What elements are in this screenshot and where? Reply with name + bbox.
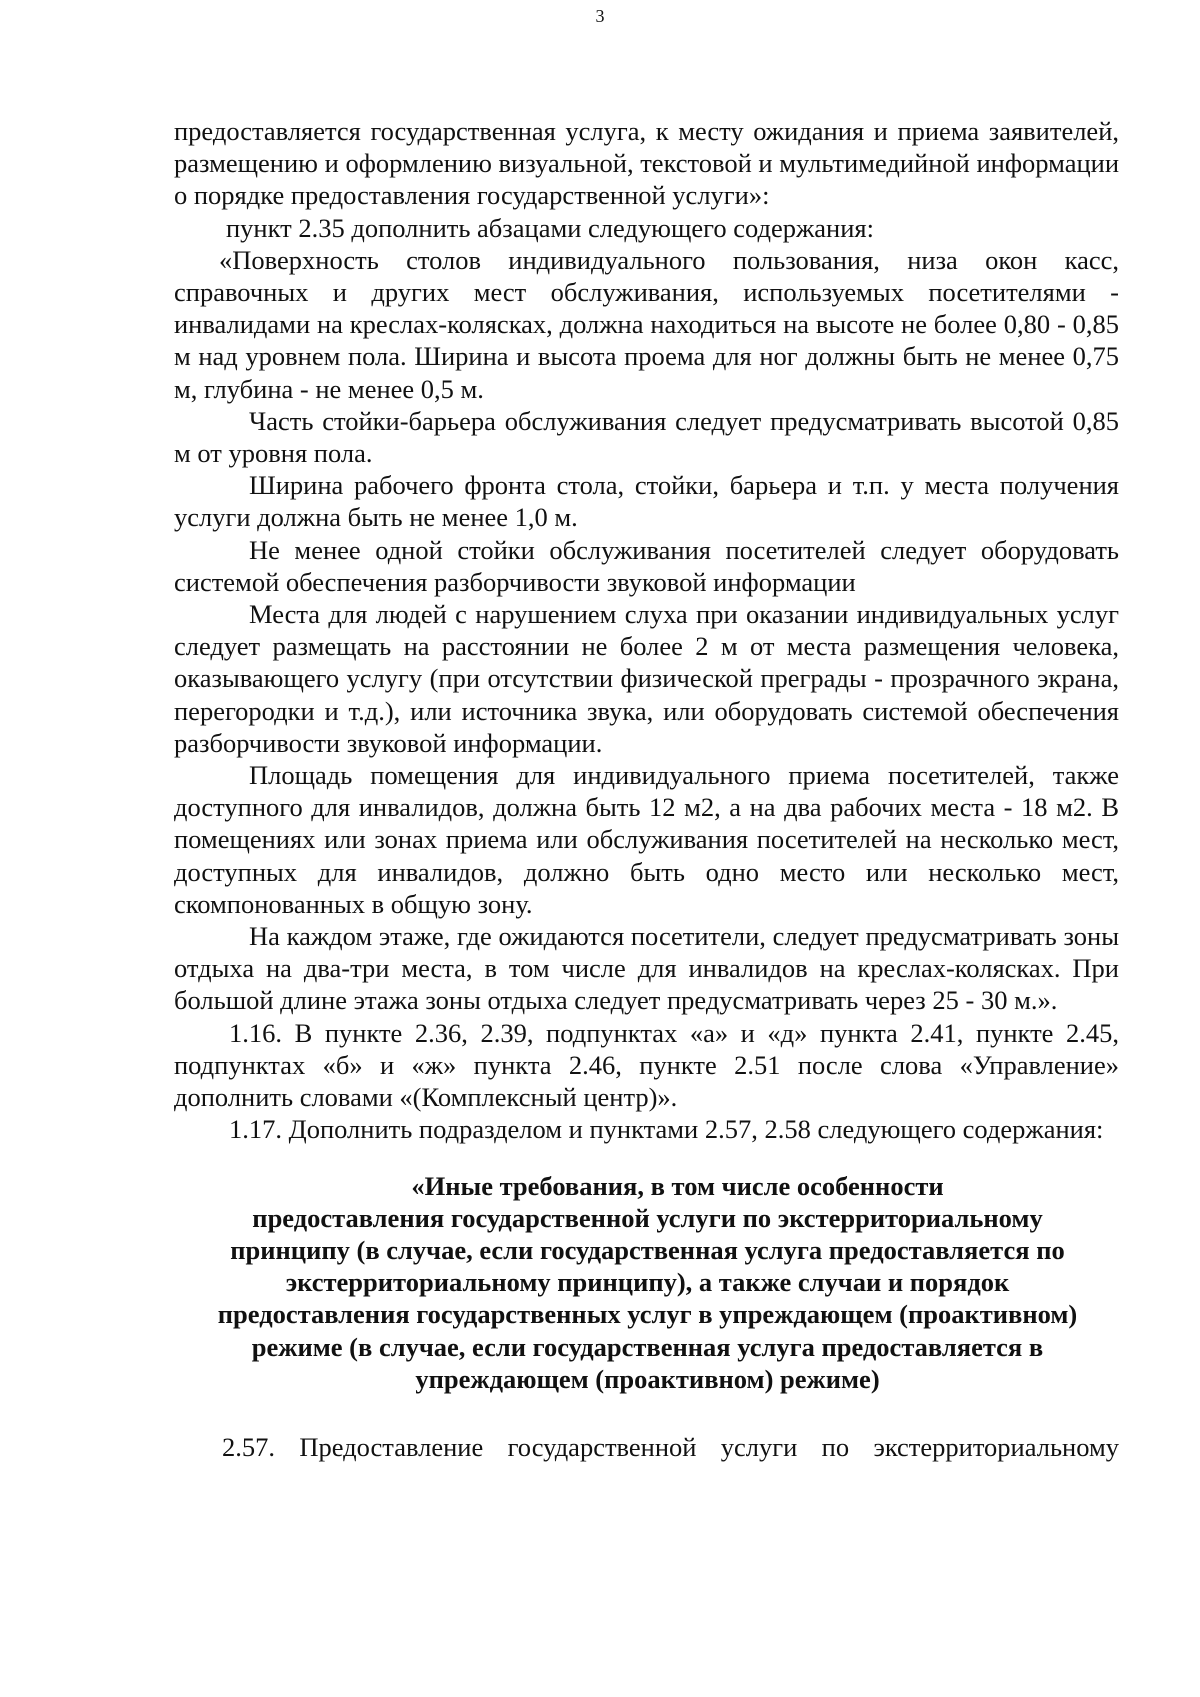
heading-line: экстерриториальному принципу), а также случаи и порядок — [285, 1267, 1010, 1298]
heading-line: «Иные требования, в том числе особенности — [411, 1170, 944, 1201]
paragraph-counter-height: Часть стойки-барьера обслуживания следует предусматривать высотой 0,85 м от уровня пола. — [174, 405, 1119, 469]
paragraph-continuation: предоставляется государственная услуга, к месту ожидания и приема заявителей, размещению и оформлению визуальной, текстовой и мультимедийной информации о порядке предоставления государственной услуги»: — [174, 116, 1119, 211]
paragraph-rest-zones: На каждом этаже, где ожидаются посетители, следует предусматривать зоны отдыха на два-три места, в том числе для инвалидов на креслах-колясках. При большой длине этажа зоны отдыха следует предусматривать через 25 - 30 м.». — [174, 921, 1119, 1016]
heading-line: принципу (в случае, если государственная услуга предоставляется по — [230, 1234, 1065, 1265]
page-number: 3 — [595, 6, 605, 26]
heading-line: режиме (в случае, если государственная услуга предоставляется в — [251, 1331, 1044, 1362]
paragraph-1-16: 1.16. В пункте 2.36, 2.39, подпунктах «а» и «д» пункта 2.41, пункте 2.45, подпунктах «б» и «ж» пункта 2.46, пункте 2.51 после слова «Управление» дополнить словами «(Комплексный центр)». — [174, 1017, 1119, 1113]
paragraph-hearing-impaired: Места для людей с нарушением слуха при оказании индивидуальных услуг следует размещать на расстоянии не более 2 м от места размещения человека, оказывающего услугу (при отсутствии физической преграды - прозрачного экрана, перегородки и т.д.), или источника звука, или оборудовать системой обеспечения разборчивости звуковой информации. — [174, 599, 1119, 758]
paragraph-1-17: 1.17. Дополнить подразделом и пунктами 2.57, 2.58 следующего содержания: — [229, 1114, 1104, 1145]
heading-line: предоставления государственных услуг в упреждающем (проактивном) — [217, 1299, 1078, 1330]
heading-line: упреждающем (проактивном) режиме) — [415, 1363, 880, 1394]
heading-line: предоставления государственной услуги по экстерриториальному — [252, 1202, 1043, 1233]
paragraph-table-surface: «Поверхность столов индивидуального пользования, низа окон касс, справочных и других мест обслуживания, используемых посетителями - инвалидами на креслах-колясках, должна находиться на высоте не более 0,80 - 0,85 м над уровнем пола. Ширина и высота проема для ног должны быть не менее 0,75 м, глубина - не менее 0,5 м. — [174, 244, 1119, 404]
document-body — [174, 115, 1119, 1463]
paragraph-work-front-width: Ширина рабочего фронта стола, стойки, барьера и т.п. у места получения услуги должна быть не менее 1,0 м. — [174, 470, 1119, 533]
paragraph-item-2-35: пункт 2.35 дополнить абзацами следующего содержания: — [226, 212, 874, 243]
spacer — [174, 1395, 1119, 1431]
paragraph-2-57: 2.57. Предоставление государственной услуги по экстерриториальному — [222, 1431, 1119, 1462]
paragraph-sound-system: Не менее одной стойки обслуживания посетителей следует оборудовать системой обеспечения разборчивости звуковой информации — [174, 534, 1119, 597]
paragraph-room-area: Площадь помещения для индивидуального приема посетителей, также доступного для инвалидов, должна быть 12 м2, а на два рабочих места - 18 м2. В помещениях или зонах приема или обслуживания посетителей на несколько мест, доступных для инвалидов, должно быть одно место или несколько мест, скомпонованных в общую зону. — [174, 760, 1119, 919]
section-heading — [174, 1170, 1119, 1395]
